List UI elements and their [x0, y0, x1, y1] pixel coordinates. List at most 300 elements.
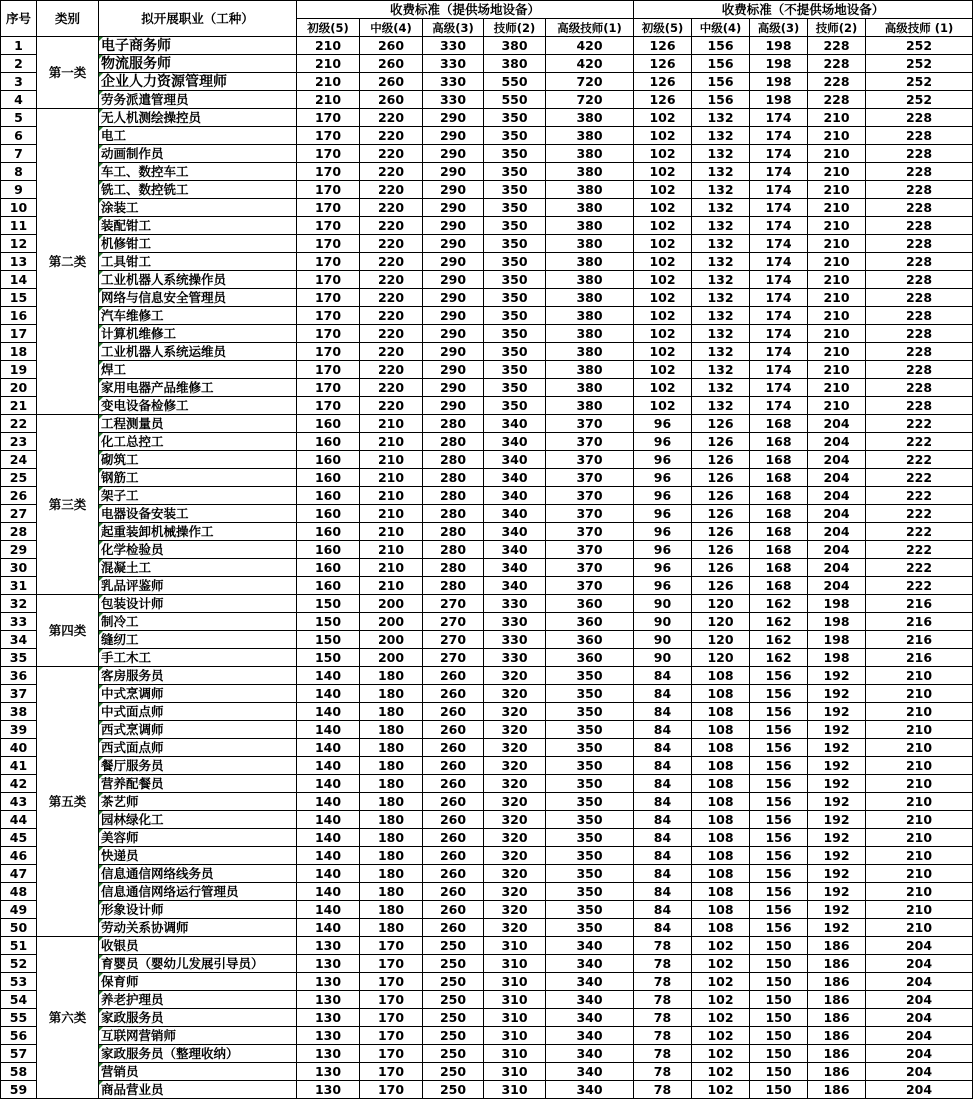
fee-with-site: 320: [484, 829, 546, 847]
row-index: 16: [1, 307, 37, 325]
fee-without-site: 168: [750, 523, 808, 541]
fee-with-site: 140: [297, 865, 360, 883]
fee-without-site: 156: [750, 793, 808, 811]
fee-without-site: 228: [866, 307, 973, 325]
table-row: [1, 469, 973, 487]
fee-without-site: 102: [692, 1063, 750, 1081]
job-name: 中式面点师: [99, 703, 297, 721]
fee-with-site: 140: [297, 739, 360, 757]
fee-with-site: 170: [360, 1063, 423, 1081]
fee-without-site: 222: [866, 415, 973, 433]
fee-with-site: 220: [360, 163, 423, 181]
fee-with-site: 170: [297, 397, 360, 415]
fee-with-site: 350: [484, 199, 546, 217]
fee-without-site: 192: [808, 739, 866, 757]
fee-with-site: 200: [360, 613, 423, 631]
fee-with-site: 210: [360, 487, 423, 505]
fee-without-site: 156: [692, 91, 750, 109]
header-job: 拟开展职业（工种）: [99, 1, 297, 37]
job-name: 包装设计师: [99, 595, 297, 613]
table-row: [1, 739, 973, 757]
fee-without-site: 216: [866, 595, 973, 613]
fee-with-site: 150: [297, 595, 360, 613]
row-index: 20: [1, 379, 37, 397]
category-label: 第一类: [37, 37, 99, 109]
fee-with-site: 140: [297, 793, 360, 811]
fee-without-site: 192: [808, 775, 866, 793]
fee-with-site: 380: [546, 343, 634, 361]
fee-with-site: 180: [360, 757, 423, 775]
table-row: [1, 487, 973, 505]
fee-without-site: 102: [692, 1009, 750, 1027]
table-row: [1, 451, 973, 469]
fee-with-site: 260: [423, 775, 484, 793]
fee-without-site: 132: [692, 307, 750, 325]
fee-with-site: 330: [484, 613, 546, 631]
fee-with-site: 280: [423, 577, 484, 595]
fee-without-site: 210: [808, 181, 866, 199]
job-name: 焊工: [99, 361, 297, 379]
fee-without-site: 228: [866, 361, 973, 379]
row-index: 41: [1, 757, 37, 775]
fee-with-site: 180: [360, 703, 423, 721]
fee-with-site: 350: [546, 703, 634, 721]
job-name: 保育师: [99, 973, 297, 991]
job-name: 西式面点师: [99, 739, 297, 757]
fee-without-site: 222: [866, 433, 973, 451]
fee-with-site: 350: [484, 235, 546, 253]
fee-with-site: 320: [484, 739, 546, 757]
fee-without-site: 78: [634, 955, 692, 973]
fee-without-site: 228: [866, 397, 973, 415]
fee-with-site: 420: [546, 55, 634, 73]
fee-without-site: 102: [634, 271, 692, 289]
job-name: 架子工: [99, 487, 297, 505]
fee-without-site: 96: [634, 469, 692, 487]
fee-with-site: 340: [484, 523, 546, 541]
fee-with-site: 340: [546, 1009, 634, 1027]
fee-with-site: 200: [360, 649, 423, 667]
job-name: 形象设计师: [99, 901, 297, 919]
job-name: 缝纫工: [99, 631, 297, 649]
fee-with-site: 340: [546, 1027, 634, 1045]
fee-with-site: 370: [546, 541, 634, 559]
fee-with-site: 380: [546, 235, 634, 253]
fee-without-site: 204: [866, 1027, 973, 1045]
fee-with-site: 380: [546, 253, 634, 271]
table-row: [1, 883, 973, 901]
fee-with-site: 350: [546, 775, 634, 793]
table-row: [1, 847, 973, 865]
fee-without-site: 204: [866, 973, 973, 991]
fee-with-site: 260: [423, 793, 484, 811]
job-name: 起重装卸机械操作工: [99, 523, 297, 541]
fee-with-site: 290: [423, 235, 484, 253]
fee-with-site: 350: [484, 343, 546, 361]
fee-with-site: 210: [360, 505, 423, 523]
fee-with-site: 350: [546, 757, 634, 775]
fee-with-site: 370: [546, 433, 634, 451]
fee-with-site: 210: [360, 541, 423, 559]
fee-with-site: 290: [423, 199, 484, 217]
job-name: 工业机器人系统操作员: [99, 271, 297, 289]
fee-with-site: 280: [423, 415, 484, 433]
fee-with-site: 210: [360, 559, 423, 577]
fee-without-site: 108: [692, 901, 750, 919]
job-name: 收银员: [99, 937, 297, 955]
fee-with-site: 130: [297, 1027, 360, 1045]
fee-without-site: 132: [692, 199, 750, 217]
job-name: 西式烹调师: [99, 721, 297, 739]
fee-with-site: 340: [546, 973, 634, 991]
fee-without-site: 252: [866, 91, 973, 109]
fee-without-site: 102: [634, 127, 692, 145]
fee-without-site: 156: [750, 919, 808, 937]
fee-without-site: 96: [634, 559, 692, 577]
fee-without-site: 192: [808, 721, 866, 739]
fee-with-site: 310: [484, 973, 546, 991]
fee-with-site: 350: [546, 721, 634, 739]
fee-with-site: 310: [484, 1063, 546, 1081]
table-row: [1, 325, 973, 343]
fee-with-site: 350: [484, 325, 546, 343]
fee-without-site: 186: [808, 1081, 866, 1099]
fee-without-site: 228: [808, 37, 866, 55]
fee-without-site: 150: [750, 955, 808, 973]
table-row: [1, 703, 973, 721]
fee-with-site: 720: [546, 91, 634, 109]
row-index: 7: [1, 145, 37, 163]
row-index: 30: [1, 559, 37, 577]
table-row: [1, 37, 973, 55]
fee-with-site: 380: [546, 109, 634, 127]
fee-with-site: 170: [297, 289, 360, 307]
fee-with-site: 320: [484, 667, 546, 685]
fee-without-site: 102: [692, 937, 750, 955]
fee-with-site: 170: [297, 379, 360, 397]
fee-with-site: 380: [546, 271, 634, 289]
row-index: 49: [1, 901, 37, 919]
fee-without-site: 192: [808, 847, 866, 865]
table-row: [1, 145, 973, 163]
fee-without-site: 102: [692, 955, 750, 973]
fee-with-site: 340: [546, 1045, 634, 1063]
header-level-with: 初级(5): [297, 19, 360, 37]
fee-with-site: 170: [297, 253, 360, 271]
row-index: 1: [1, 37, 37, 55]
table-row: [1, 1009, 973, 1027]
fee-with-site: 210: [360, 469, 423, 487]
fee-without-site: 102: [634, 253, 692, 271]
table-row: [1, 415, 973, 433]
fee-without-site: 108: [692, 757, 750, 775]
fee-without-site: 132: [692, 145, 750, 163]
fee-without-site: 126: [634, 55, 692, 73]
fee-without-site: 126: [692, 559, 750, 577]
fee-with-site: 370: [546, 415, 634, 433]
fee-without-site: 192: [808, 901, 866, 919]
fee-with-site: 150: [297, 649, 360, 667]
fee-without-site: 216: [866, 631, 973, 649]
job-name: 计算机维修工: [99, 325, 297, 343]
job-name: 动画制作员: [99, 145, 297, 163]
fee-without-site: 132: [692, 217, 750, 235]
fee-with-site: 180: [360, 739, 423, 757]
row-index: 32: [1, 595, 37, 613]
fee-with-site: 180: [360, 847, 423, 865]
fee-without-site: 156: [750, 667, 808, 685]
fee-with-site: 170: [360, 955, 423, 973]
fee-without-site: 192: [808, 883, 866, 901]
fee-with-site: 140: [297, 883, 360, 901]
row-index: 6: [1, 127, 37, 145]
job-name: 汽车维修工: [99, 307, 297, 325]
job-name: 互联网营销师: [99, 1027, 297, 1045]
job-name: 铣工、数控铣工: [99, 181, 297, 199]
fee-without-site: 174: [750, 217, 808, 235]
table-row: [1, 613, 973, 631]
fee-with-site: 170: [297, 217, 360, 235]
fee-with-site: 340: [546, 1081, 634, 1099]
fee-without-site: 222: [866, 559, 973, 577]
fee-without-site: 150: [750, 1063, 808, 1081]
fee-without-site: 228: [866, 217, 973, 235]
category-label: 第二类: [37, 109, 99, 415]
fee-with-site: 250: [423, 991, 484, 1009]
fee-without-site: 156: [750, 757, 808, 775]
fee-with-site: 180: [360, 775, 423, 793]
fee-without-site: 174: [750, 361, 808, 379]
fee-without-site: 84: [634, 703, 692, 721]
fee-without-site: 210: [808, 343, 866, 361]
fee-with-site: 340: [484, 559, 546, 577]
fee-without-site: 168: [750, 451, 808, 469]
fee-with-site: 370: [546, 487, 634, 505]
fee-with-site: 250: [423, 955, 484, 973]
fee-with-site: 280: [423, 487, 484, 505]
fee-with-site: 280: [423, 451, 484, 469]
header-level-without: 中级(4): [692, 19, 750, 37]
fee-with-site: 320: [484, 721, 546, 739]
fee-without-site: 78: [634, 973, 692, 991]
fee-with-site: 210: [360, 523, 423, 541]
fee-without-site: 228: [866, 235, 973, 253]
table-row: [1, 955, 973, 973]
fee-with-site: 270: [423, 649, 484, 667]
row-index: 10: [1, 199, 37, 217]
fee-without-site: 84: [634, 667, 692, 685]
fee-with-site: 310: [484, 1027, 546, 1045]
fee-without-site: 210: [808, 325, 866, 343]
table-row: [1, 109, 973, 127]
fee-without-site: 84: [634, 739, 692, 757]
header-idx: 序号: [1, 1, 37, 37]
fee-with-site: 180: [360, 685, 423, 703]
fee-with-site: 290: [423, 145, 484, 163]
fee-without-site: 192: [808, 811, 866, 829]
job-name: 信息通信网络运行管理员: [99, 883, 297, 901]
fee-with-site: 210: [297, 55, 360, 73]
row-index: 48: [1, 883, 37, 901]
fee-without-site: 162: [750, 631, 808, 649]
fee-with-site: 160: [297, 559, 360, 577]
fee-with-site: 380: [546, 145, 634, 163]
fee-without-site: 102: [634, 379, 692, 397]
fee-without-site: 108: [692, 739, 750, 757]
row-index: 14: [1, 271, 37, 289]
fee-without-site: 90: [634, 613, 692, 631]
fee-without-site: 108: [692, 883, 750, 901]
header-group-without-site: 收费标准（不提供场地设备）: [634, 1, 973, 19]
fee-without-site: 222: [866, 451, 973, 469]
row-index: 53: [1, 973, 37, 991]
job-name: 养老护理员: [99, 991, 297, 1009]
fee-without-site: 156: [750, 865, 808, 883]
fee-without-site: 78: [634, 937, 692, 955]
fee-without-site: 186: [808, 1027, 866, 1045]
fee-with-site: 130: [297, 937, 360, 955]
fee-without-site: 210: [866, 901, 973, 919]
fee-with-site: 270: [423, 631, 484, 649]
fee-without-site: 192: [808, 793, 866, 811]
row-index: 9: [1, 181, 37, 199]
row-index: 39: [1, 721, 37, 739]
fee-without-site: 84: [634, 883, 692, 901]
fee-without-site: 186: [808, 991, 866, 1009]
fee-without-site: 156: [750, 901, 808, 919]
fee-with-site: 340: [484, 415, 546, 433]
fee-with-site: 160: [297, 523, 360, 541]
row-index: 28: [1, 523, 37, 541]
category-label: 第五类: [37, 667, 99, 937]
fee-with-site: 340: [484, 487, 546, 505]
fee-with-site: 130: [297, 1009, 360, 1027]
fee-with-site: 210: [360, 433, 423, 451]
fee-without-site: 150: [750, 1045, 808, 1063]
fee-without-site: 96: [634, 505, 692, 523]
job-name: 网络与信息安全管理员: [99, 289, 297, 307]
row-index: 58: [1, 1063, 37, 1081]
job-name: 营养配餐员: [99, 775, 297, 793]
fee-with-site: 320: [484, 847, 546, 865]
fee-without-site: 174: [750, 397, 808, 415]
table-row: [1, 1063, 973, 1081]
table-row: [1, 865, 973, 883]
header-level-without: 初级(5): [634, 19, 692, 37]
fee-with-site: 340: [484, 577, 546, 595]
fee-with-site: 350: [484, 127, 546, 145]
fee-with-site: 220: [360, 325, 423, 343]
table-row: [1, 361, 973, 379]
row-index: 43: [1, 793, 37, 811]
fee-without-site: 108: [692, 865, 750, 883]
fee-without-site: 186: [808, 1063, 866, 1081]
fee-without-site: 198: [808, 649, 866, 667]
table-row: [1, 379, 973, 397]
fee-with-site: 160: [297, 487, 360, 505]
row-index: 34: [1, 631, 37, 649]
fee-without-site: 102: [634, 343, 692, 361]
fee-without-site: 156: [750, 829, 808, 847]
fee-with-site: 220: [360, 361, 423, 379]
row-index: 15: [1, 289, 37, 307]
job-name: 园林绿化工: [99, 811, 297, 829]
fee-with-site: 220: [360, 181, 423, 199]
fee-with-site: 280: [423, 433, 484, 451]
fee-without-site: 216: [866, 613, 973, 631]
fee-without-site: 168: [750, 469, 808, 487]
job-name: 化学检验员: [99, 541, 297, 559]
job-name: 工具钳工: [99, 253, 297, 271]
fee-without-site: 210: [808, 163, 866, 181]
fee-with-site: 180: [360, 865, 423, 883]
fee-without-site: 102: [634, 217, 692, 235]
fee-without-site: 252: [866, 55, 973, 73]
job-name: 劳务派遣管理员: [99, 91, 297, 109]
fee-without-site: 186: [808, 937, 866, 955]
fee-without-site: 156: [692, 73, 750, 91]
fee-without-site: 132: [692, 181, 750, 199]
fee-without-site: 228: [808, 55, 866, 73]
fee-without-site: 228: [866, 145, 973, 163]
fee-with-site: 200: [360, 631, 423, 649]
fee-without-site: 228: [866, 289, 973, 307]
fee-with-site: 340: [484, 541, 546, 559]
table-row: [1, 649, 973, 667]
fee-without-site: 108: [692, 919, 750, 937]
job-name: 中式烹调师: [99, 685, 297, 703]
fee-with-site: 220: [360, 199, 423, 217]
fee-without-site: 162: [750, 649, 808, 667]
fee-without-site: 228: [866, 343, 973, 361]
fee-without-site: 102: [634, 145, 692, 163]
fee-without-site: 210: [866, 829, 973, 847]
job-name: 机修钳工: [99, 235, 297, 253]
fee-without-site: 210: [866, 757, 973, 775]
job-name: 餐厅服务员: [99, 757, 297, 775]
fee-without-site: 156: [692, 37, 750, 55]
fee-without-site: 204: [866, 1045, 973, 1063]
fee-without-site: 126: [692, 487, 750, 505]
fee-with-site: 280: [423, 523, 484, 541]
fee-with-site: 260: [423, 667, 484, 685]
job-name: 电工: [99, 127, 297, 145]
fee-without-site: 126: [692, 577, 750, 595]
fee-with-site: 280: [423, 505, 484, 523]
row-index: 52: [1, 955, 37, 973]
fee-without-site: 228: [866, 127, 973, 145]
job-name: 快递员: [99, 847, 297, 865]
fee-with-site: 320: [484, 865, 546, 883]
fee-without-site: 228: [866, 199, 973, 217]
fee-without-site: 168: [750, 541, 808, 559]
row-index: 55: [1, 1009, 37, 1027]
fee-without-site: 204: [866, 1063, 973, 1081]
fee-without-site: 204: [866, 1009, 973, 1027]
row-index: 36: [1, 667, 37, 685]
fee-with-site: 180: [360, 667, 423, 685]
fee-without-site: 210: [808, 379, 866, 397]
fee-without-site: 174: [750, 145, 808, 163]
fee-without-site: 222: [866, 487, 973, 505]
fee-with-site: 180: [360, 901, 423, 919]
fee-without-site: 78: [634, 1081, 692, 1099]
fee-with-site: 170: [360, 991, 423, 1009]
fee-with-site: 310: [484, 1009, 546, 1027]
header-level-with: 高级技师(1): [546, 19, 634, 37]
row-index: 12: [1, 235, 37, 253]
fee-with-site: 360: [546, 613, 634, 631]
